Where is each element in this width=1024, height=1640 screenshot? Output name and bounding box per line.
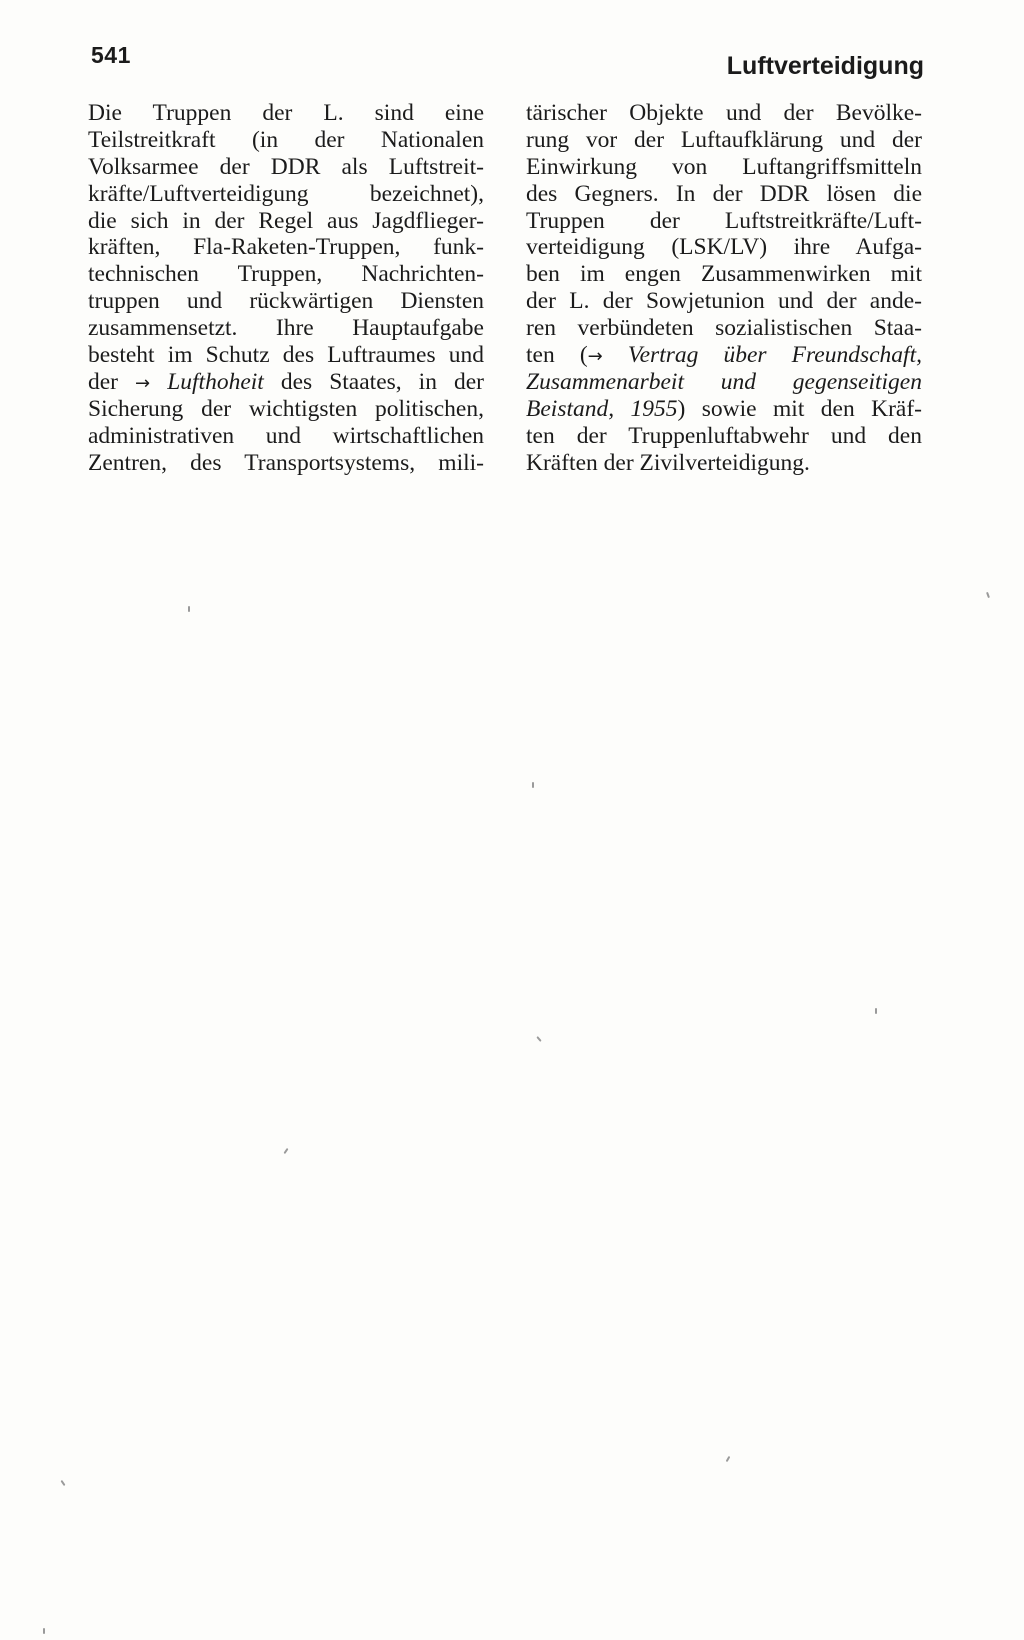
text-line-with-reference xyxy=(88,369,484,396)
scan-speck xyxy=(283,1148,288,1154)
text-line: tärischer Objekte und der Bevölke- xyxy=(526,100,922,126)
text-line: kräfte/Luftverteidigung bezeichnet), xyxy=(88,180,484,207)
text-line: ren verbündeten sozialistischen Staa- xyxy=(526,315,922,342)
cross-reference-term-continued[interactable]: Beistand, 1955 xyxy=(526,395,678,422)
cross-reference-term-continued[interactable]: Zusammenarbeit und gegenseitigen xyxy=(526,368,922,395)
text-line: der L. der Sowjetunion und der ande- xyxy=(526,288,922,315)
scan-speck xyxy=(875,1008,877,1014)
line-text: ) sowie mit den Kräf- xyxy=(677,395,922,422)
text-line: besteht im Schutz des Luftraumes und xyxy=(88,342,484,369)
text-line: Die Truppen der L. sind eine xyxy=(88,100,484,126)
scan-speck xyxy=(43,1628,45,1634)
cross-reference-arrow-icon: → xyxy=(587,346,603,368)
text-line-with-reference xyxy=(526,396,922,423)
text-line: Einwirkung von Luftangriffsmitteln xyxy=(526,153,922,180)
text-line: verteidigung (LSK/LV) ihre Aufga- xyxy=(526,234,922,261)
scan-speck xyxy=(188,606,190,612)
scan-speck xyxy=(536,1036,541,1042)
line-text: des Staates, in der xyxy=(263,368,484,395)
text-line: rung vor der Luftaufklärung und der xyxy=(526,126,922,153)
text-line: zusammensetzt. Ihre Hauptaufgabe xyxy=(88,315,484,342)
text-line: des Gegners. In der DDR lösen die xyxy=(526,180,922,207)
cross-reference-term[interactable]: Vertrag über Freundschaft, xyxy=(627,342,922,369)
page-number: 541 xyxy=(91,42,131,68)
text-line-with-reference xyxy=(526,342,922,369)
text-line: ben im engen Zusammenwirken mit xyxy=(526,261,922,288)
text-column-right xyxy=(526,100,922,476)
line-text: der xyxy=(88,368,136,395)
cross-reference-arrow-icon: → xyxy=(135,372,151,394)
text-line: ten der Truppenluftabwehr und den xyxy=(526,422,922,449)
text-line: administrativen und wirtschaftlichen xyxy=(88,422,484,449)
scan-speck xyxy=(60,1480,65,1486)
text-line: technischen Truppen, Nachrichten- xyxy=(88,261,484,288)
text-line: Teilstreitkraft (in der Nationalen xyxy=(88,126,484,153)
text-column-left xyxy=(88,100,484,476)
scan-speck xyxy=(726,1456,731,1462)
cross-reference-term[interactable]: Lufthoheit xyxy=(167,368,264,395)
running-title: Luftverteidigung xyxy=(726,52,924,80)
text-line: truppen und rückwärtigen Diensten xyxy=(88,288,484,315)
scan-speck xyxy=(986,592,990,598)
text-line: Zentren, des Transportsystems, mili- xyxy=(88,449,484,476)
text-line: Kräften der Zivilverteidigung. xyxy=(526,449,810,476)
text-line: kräften, Fla-Raketen-Truppen, funk- xyxy=(88,234,484,261)
text-line: die sich in der Regel aus Jagdflieger- xyxy=(88,207,484,234)
scan-speck xyxy=(532,782,534,788)
line-text: ten ( xyxy=(526,342,588,369)
text-line: Volksarmee der DDR als Luftstreit- xyxy=(88,153,484,180)
text-line: Truppen der Luftstreitkräfte/Luft- xyxy=(526,207,922,234)
text-line: Sicherung der wichtigsten politischen, xyxy=(88,395,484,422)
